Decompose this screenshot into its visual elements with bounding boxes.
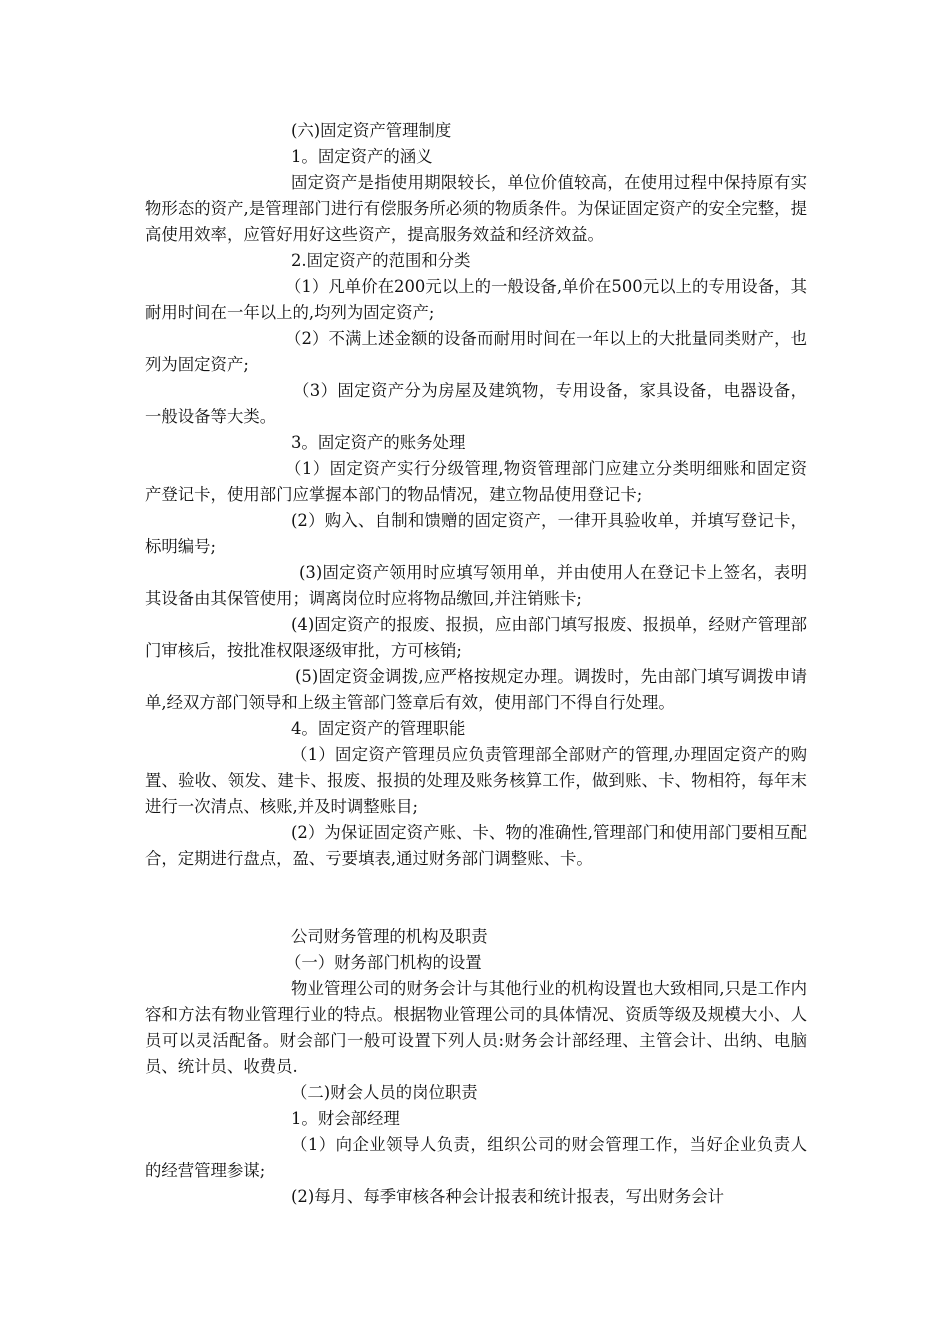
list-item-accounting-4: (4)固定资产的报废、报损，应由部门填写报废、报损单，经财产管理部门审核后，按批准权限逐级审批，方可核销;: [145, 615, 807, 660]
list-item-scope-3: （3）固定资产分为房屋及建筑物，专用设备，家具设备，电器设备，一般设备等大类。: [145, 381, 807, 426]
heading-staff-duties: （二)财会人员的岗位职责: [291, 1083, 478, 1102]
list-item-scope-1: （1）凡单价在200元以上的一般设备,单价在500元以上的专用设备，其耐用时间在一年以上的,均列为固定资产;: [145, 277, 807, 322]
heading-asset-accounting: 3。固定资产的账务处理: [291, 433, 466, 452]
list-item-management-2: (2）为保证固定资产账、卡、物的准确性,管理部门和使用部门要相互配合，定期进行盘点，盈、亏要填表,通过财务部门调整账、卡。: [145, 823, 807, 868]
heading-asset-scope: 2.固定资产的范围和分类: [291, 251, 471, 270]
heading-finance-manager: 1。财会部经理: [291, 1109, 400, 1128]
heading-asset-definition: 1。固定资产的涵义: [291, 147, 433, 166]
paragraph-finance-dept-setup: 物业管理公司的财务会计与其他行业的机构设置也大致相同,只是工作内容和方法有物业管理行业的特点。根据物业管理公司的具体情况、资质等级及规模大小、人员可以灵活配备。财会部门一般可设置下列人员:财务会计部经理、主管会计、出纳、电脑员、统计员、收费员.: [145, 979, 807, 1076]
document-page: [145, 118, 807, 1210]
paragraph-asset-definition: 固定资产是指使用期限较长，单位价值较高，在使用过程中保持原有实物形态的资产,是管理部门进行有偿服务所必须的物质条件。为保证固定资产的安全完整，提高使用效率，应管好用好这些资产，提高服务效益和经济效益。: [145, 173, 807, 244]
list-item-accounting-1: （1）固定资产实行分级管理,物资管理部门应建立分类明细账和固定资产登记卡，使用部门应掌握本部门的物品情况，建立物品使用登记卡;: [145, 459, 807, 504]
list-item-accounting-2: (2）购入、自制和馈赠的固定资产，一律开具验收单，并填写登记卡，标明编号;: [145, 511, 807, 556]
list-item-accounting-5: (5)固定资金调拨,应严格按规定办理。调拨时，先由部门填写调拨申请单,经双方部门领导和上级主管部门签章后有效，使用部门不得自行处理。: [145, 667, 807, 712]
section-title-finance-org: 公司财务管理的机构及职责: [291, 927, 488, 946]
list-item-manager-2: (2)每月、每季审核各种会计报表和统计报表，写出财务会计: [291, 1187, 724, 1206]
section-title-fixed-assets: (六)固定资产管理制度: [291, 121, 452, 140]
list-item-manager-1: （1）向企业领导人负责，组织公司的财会管理工作，当好企业负责人的经营管理参谋;: [145, 1135, 807, 1180]
heading-asset-management: 4。固定资产的管理职能: [291, 719, 466, 738]
list-item-management-1: （1）固定资产管理员应负责管理部全部财产的管理,办理固定资产的购置、验收、领发、建卡、报废、报损的处理及账务核算工作，做到账、卡、物相符，每年末进行一次清点、核账,并及时调整账目;: [145, 745, 807, 816]
heading-finance-dept-setup: （一）财务部门机构的设置: [285, 953, 482, 972]
section-spacer: [145, 872, 807, 924]
list-item-accounting-3: (3)固定资产领用时应填写领用单，并由使用人在登记卡上签名，表明其设备由其保管使用；调离岗位时应将物品缴回,并注销账卡;: [145, 563, 807, 608]
list-item-scope-2: （2）不满上述金额的设备而耐用时间在一年以上的大批量同类财产，也列为固定资产;: [145, 329, 807, 374]
